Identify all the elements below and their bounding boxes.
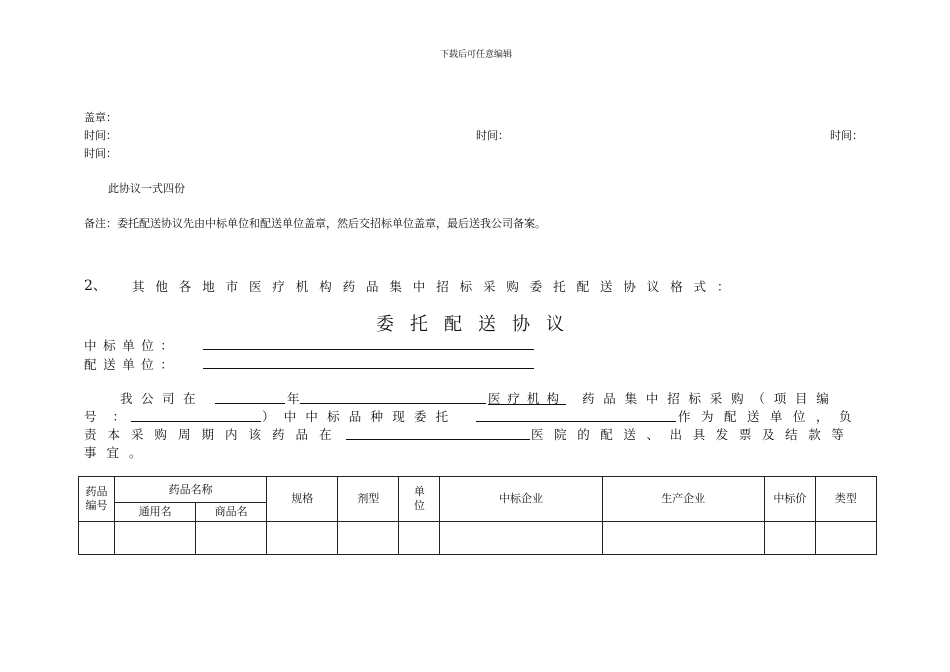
agreement-title: 委托配送协议	[376, 314, 580, 335]
para-line1-a: 我公司在	[120, 391, 205, 406]
col-type: 类型	[815, 477, 876, 522]
delivery-unit-label: 配送单位：	[84, 357, 180, 372]
table-cell	[602, 522, 764, 555]
winning-unit-line	[203, 349, 534, 350]
time-label-4: 时间：	[84, 147, 117, 160]
col-winning-company: 中标企业	[440, 477, 602, 522]
col-drug-name: 药品名称	[115, 477, 267, 503]
para-line4: 事宜。	[84, 445, 152, 460]
para-line1-blank1	[215, 403, 285, 404]
para-line3-b: 医院的配送、出具发票及结款等	[531, 427, 855, 442]
para-line1-c: 医疗机构	[488, 391, 567, 406]
col-winning-price: 中标价	[764, 477, 815, 522]
remark-note: 备注：委托配送协议先由中标单位和配送单位盖章，然后交招标单位盖章，最后送我公司备案。	[84, 217, 546, 230]
table-row	[79, 522, 877, 555]
col-dosage-form: 剂型	[338, 477, 399, 522]
para-line1-b: 年	[287, 391, 300, 406]
col-manufacturer: 生产企业	[602, 477, 764, 522]
table-cell	[267, 522, 338, 555]
col-generic-name: 通用名	[115, 503, 196, 522]
para-line1-d: 药品集中招标采购（项目编	[582, 391, 838, 406]
time-label-2: 时间：	[476, 129, 509, 142]
para-line2-b: ）中中标品种现委托	[262, 409, 458, 424]
col-drug-code: 药品编号	[79, 477, 115, 522]
para-line2-blank1	[131, 421, 261, 422]
page-header-note: 下载后可任意编辑	[440, 50, 513, 60]
para-line2-blank2	[476, 421, 676, 422]
time-label-1: 时间：	[84, 129, 117, 142]
section-number: 2、	[84, 278, 107, 294]
col-unit: 单位	[399, 477, 440, 522]
section-heading: 其他各地市医疗机构药品集中招标采购委托配送协议格式：	[132, 279, 741, 294]
table-cell	[79, 522, 115, 555]
time-label-3: 时间：	[830, 129, 863, 142]
drug-table	[78, 476, 877, 555]
table-cell	[815, 522, 876, 555]
table-cell	[764, 522, 815, 555]
delivery-unit-line	[203, 368, 534, 369]
table-cell	[399, 522, 440, 555]
copies-note: 此协议一式四份	[108, 182, 185, 195]
seal-label: 盖章：	[84, 111, 117, 124]
table-cell	[196, 522, 267, 555]
col-trade-name: 商品名	[196, 503, 267, 522]
col-spec: 规格	[267, 477, 338, 522]
winning-unit-label: 中标单位：	[84, 338, 180, 353]
para-line3-blank	[346, 439, 530, 440]
table-cell	[115, 522, 196, 555]
table-cell	[440, 522, 602, 555]
para-line1-blank2	[300, 403, 486, 404]
para-line3-a: 责本采购周期内该药品在	[84, 427, 343, 442]
para-line2-a: 号：	[84, 409, 142, 424]
table-cell	[338, 522, 399, 555]
para-line2-c: 作为配送单位，负	[678, 409, 863, 424]
